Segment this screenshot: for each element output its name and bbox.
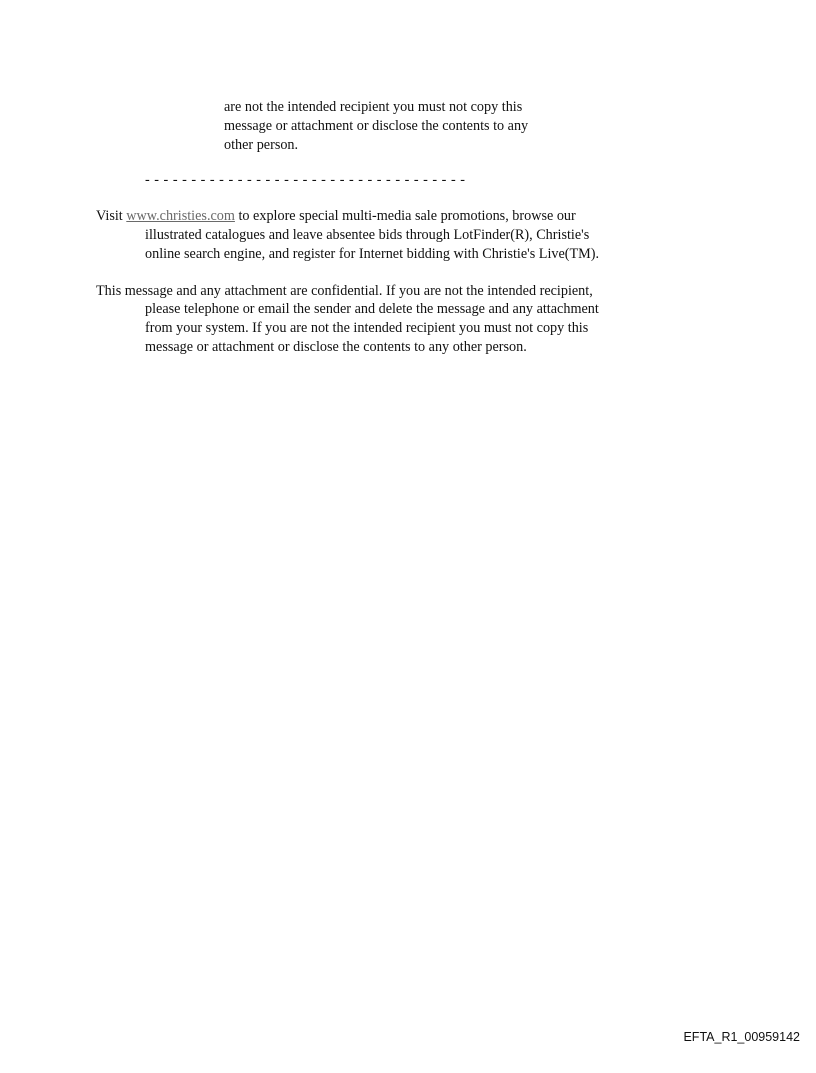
confidential-paragraph-line-4: message or attachment or disclose the contents to any other person. bbox=[145, 339, 527, 355]
confidential-paragraph-line-3: from your system. If you are not the intended recipient you must not copy this bbox=[145, 320, 589, 336]
separator-dashes: - - - - - - - - - - - - - - - - - - - - - - - - - - - - - - - - - - - bbox=[145, 172, 466, 188]
confidential-paragraph-line-2: please telephone or email the sender and delete the message and any attachment bbox=[145, 301, 599, 317]
visit-paragraph-line-1 bbox=[96, 207, 576, 225]
document-id: EFTA_R1_00959142 bbox=[683, 1030, 800, 1044]
visit-line-1-rest: to explore special multi-media sale promotions, browse our bbox=[234, 208, 576, 224]
quoted-disclaimer-line-3: other person. bbox=[224, 137, 299, 153]
christies-link[interactable]: www.christies.com bbox=[126, 208, 235, 224]
confidential-paragraph-line-1: This message and any attachment are confidential. If you are not the intended recipient, bbox=[96, 283, 593, 299]
quoted-disclaimer-line-2: message or attachment or disclose the contents to any bbox=[224, 118, 529, 134]
visit-paragraph-line-3: online search engine, and register for Internet bidding with Christie's Live(TM). bbox=[145, 246, 600, 262]
visit-prefix: Visit bbox=[96, 208, 127, 224]
quoted-disclaimer-line-1: are not the intended recipient you must not copy this bbox=[224, 99, 523, 115]
visit-paragraph-line-2: illustrated catalogues and leave absentee bids through LotFinder(R), Christie's bbox=[145, 227, 590, 243]
